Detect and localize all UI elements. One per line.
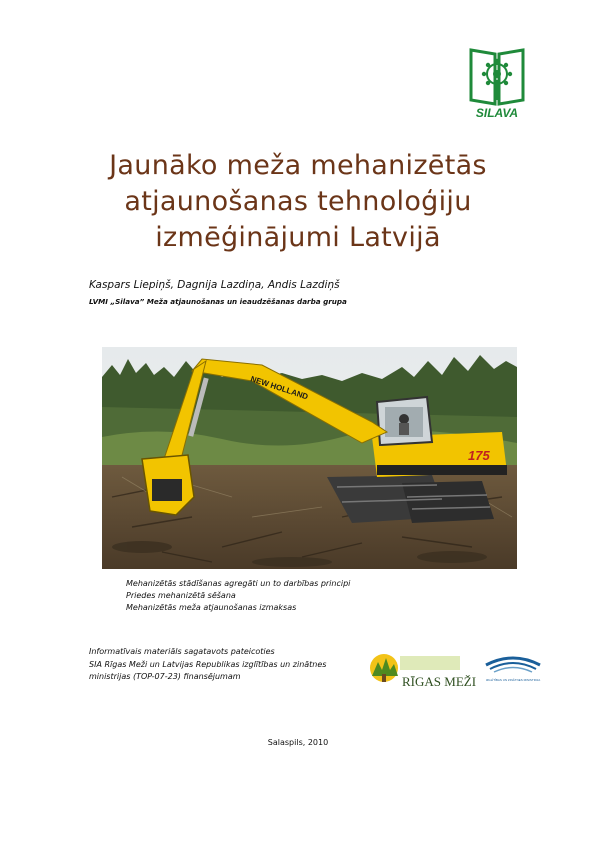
photo-model-label: 175 [468, 448, 490, 463]
title-line-2: atjaunošanas tehnoloģiju [124, 186, 472, 217]
rigas-mezi-logo-text: RĪGAS MEŽI [402, 674, 477, 689]
silava-logo-text: SILAVA [475, 106, 519, 120]
ministry-logo [482, 649, 544, 687]
funding-line: SIA Rīgas Meži un Latvijas Republikas izglītības un zinātnes [89, 659, 327, 669]
title-line-1: Jaunāko meža mehanizētās [109, 150, 487, 181]
silava-logo [466, 44, 528, 120]
topics-list [126, 578, 350, 614]
footer-place-year: Salaspils, 2010 [267, 738, 329, 747]
cover-photo-excavator [102, 347, 517, 569]
topic-item: Mehanizētās meža atjaunošanas izmaksas [126, 603, 297, 612]
authors: Kaspars Liepiņš, Dagnija Lazdiņa, Andis Lazdiņš [89, 279, 340, 291]
rigas-mezi-logo [366, 650, 477, 692]
affiliation: LVMI „Silava” Meža atjaunošanas un ieaudzēšanas darba grupa [89, 297, 347, 306]
photo-brand-label: NEW HOLLAND [249, 374, 310, 402]
topic-item: Priedes mehanizētā sēšana [126, 591, 236, 600]
title-line-3: izmēģinājumi Latvijā [155, 222, 441, 253]
funding-line: ministrijas (TOP-07-23) finansējumam [89, 672, 241, 681]
funding-line: Informatīvais materiāls sagatavots pateicoties [89, 647, 275, 656]
ministry-logo-text: IZGLĪTĪBAS UN ZINĀTNES MINISTRIJA [485, 678, 541, 682]
document-title [40, 148, 556, 256]
topic-item: Mehanizētās stādīšanas agregāti un to darbības principi [126, 579, 351, 588]
funding-note [89, 646, 326, 684]
